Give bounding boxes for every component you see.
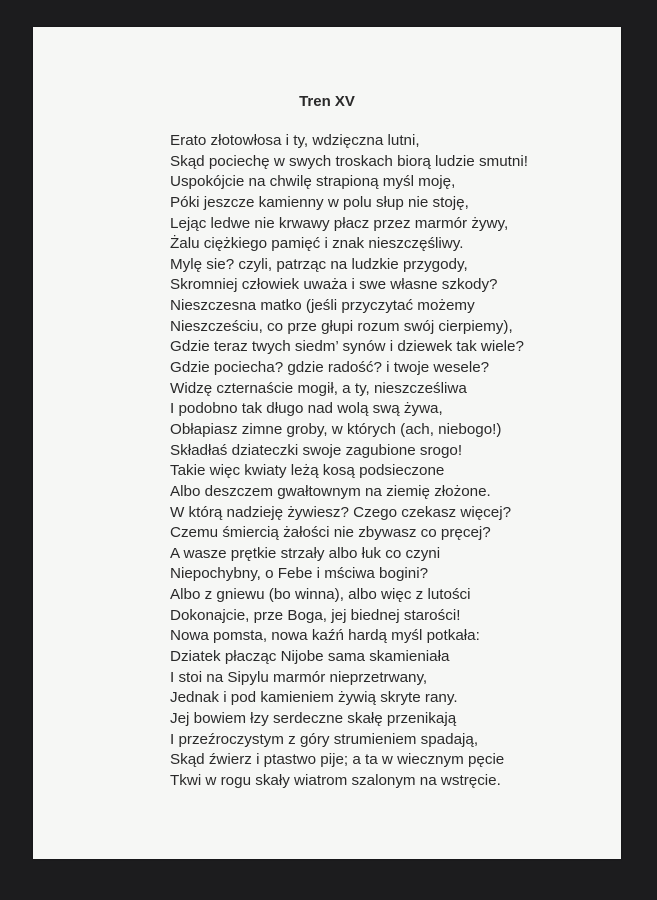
poem-line: I stoi na Sipylu marmór nieprzetrwany, (170, 668, 428, 686)
poem-line: I podobno tak długo nad wolą swą żywa, (170, 400, 443, 418)
poem-line: Składłaś dziateczki swoje zagubione srogo! (170, 441, 463, 459)
poem-line: Nowa pomsta, nowa kaźń hardą myśl potkała: (170, 627, 480, 645)
poem-line: I przeźroczystym z góry strumieniem spadają, (170, 730, 479, 748)
poem-line: Póki jeszcze kamienny w polu słup nie stoję, (170, 193, 469, 211)
poem-line: Albo z gniewu (bo winna), albo więc z lutości (170, 586, 471, 604)
poem-line: Jednak i pod kamieniem żywią skryte rany. (170, 689, 458, 707)
poem-line: Gdzie pociecha? gdzie radość? i twoje wesele? (170, 359, 490, 377)
document-page (33, 27, 621, 859)
poem-line: Erato złotowłosa i ty, wdzięczna lutni, (170, 132, 420, 149)
poem-line: Żalu ciężkiego pamięć i znak nieszczęśliwy. (170, 235, 464, 253)
poem-line: Skąd pociechę w swych troskach biorą ludzie smutni! (170, 152, 528, 170)
poem-title: Tren XV (299, 93, 355, 110)
poem-line: Takie więc kwiaty leżą kosą podsieczone (170, 462, 445, 480)
poem-body (170, 131, 528, 792)
poem-line: Obłapiasz zimne groby, w których (ach, niebogo!) (170, 420, 502, 438)
poem-line: W którą nadzieję żywiesz? Czego czekasz więcej? (170, 503, 512, 521)
poem-line: Nieszczesna matko (jeśli przyczytać możemy (170, 297, 475, 315)
poem-line: Dokonajcie, prze Boga, jej biednej starości! (170, 606, 461, 624)
poem-line: Uspokójcie na chwilę strapioną myśl moję, (170, 173, 456, 191)
poem-line: A wasze prętkie strzały albo łuk co czyni (170, 544, 441, 562)
poem-line: Dziatek płacząc Nijobe sama skamieniała (170, 648, 450, 666)
poem-line: Nieszcześciu, co prze głupi rozum swój cierpiemy), (170, 317, 513, 335)
poem-line: Tkwi w rogu skały wiatrom szalonym na wstręcie. (170, 771, 501, 789)
poem-line: Niepochybny, o Febe i mściwa bogini? (170, 565, 429, 583)
poem-line: Mylę sie? czyli, patrząc na ludzkie przygody, (170, 255, 468, 273)
poem-line: Lejąc ledwe nie krwawy płacz przez marmór żywy, (170, 214, 509, 232)
poem-line: Czemu śmiercią żałości nie zbywasz co pręcej? (170, 524, 491, 542)
poem-line: Skromniej człowiek uważa i swe własne szkody? (170, 276, 498, 294)
poem-line: Widzę czternaście mogił, a ty, nieszcześliwa (170, 379, 467, 397)
poem-line: Gdzie teraz twych siedm’ synów i dziewek tak wiele? (170, 338, 524, 356)
poem-line: Albo deszczem gwałtownym na ziemię złożone. (170, 482, 491, 500)
poem-line: Jej bowiem łzy serdeczne skałę przenikają (170, 709, 457, 727)
poem-line: Skąd źwierz i ptastwo pije; a ta w wiecznym pęcie (170, 751, 505, 769)
